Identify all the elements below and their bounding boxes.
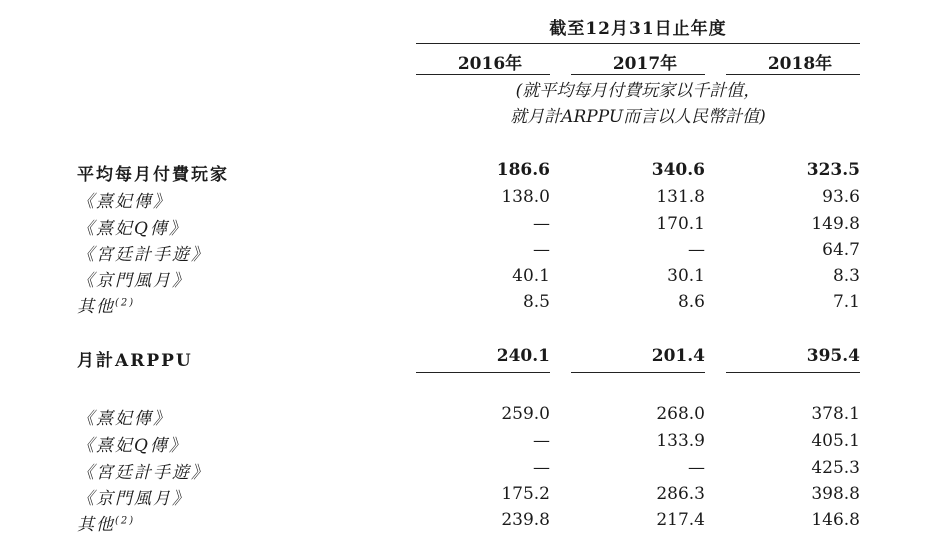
row-label: 《熹妃Q傳》 bbox=[77, 219, 188, 239]
table-row bbox=[0, 458, 944, 484]
value-2018: 146.8 bbox=[811, 510, 860, 530]
row-label: 平均每月付費玩家 bbox=[77, 165, 229, 185]
value-2016: — bbox=[533, 458, 550, 478]
table-row bbox=[0, 240, 944, 266]
table-row bbox=[0, 266, 944, 292]
value-2018: 323.5 bbox=[806, 160, 860, 180]
table-row bbox=[0, 431, 944, 457]
total-rule-2017 bbox=[571, 372, 705, 373]
total-rule-2018 bbox=[726, 372, 860, 373]
value-2018: 149.8 bbox=[811, 214, 860, 234]
table-row bbox=[0, 510, 944, 536]
value-2016: 40.1 bbox=[512, 266, 550, 286]
value-2018: 93.6 bbox=[822, 187, 860, 207]
value-2018: 395.4 bbox=[806, 346, 860, 366]
value-2016: 175.2 bbox=[501, 484, 550, 504]
value-2017: 8.6 bbox=[677, 292, 705, 312]
total-rule-2016 bbox=[416, 372, 550, 373]
period-title: 截至12月31日止年度 bbox=[549, 19, 727, 39]
row-label: 《熹妃傳》 bbox=[77, 192, 172, 212]
value-2016: — bbox=[533, 214, 550, 234]
row-label: 《熹妃傳》 bbox=[77, 409, 172, 429]
value-2016: 239.8 bbox=[501, 510, 550, 530]
row-label-text: 其他 bbox=[77, 515, 115, 535]
year-rule-2017 bbox=[571, 74, 705, 75]
value-2018: 405.1 bbox=[811, 431, 860, 451]
table-row bbox=[0, 484, 944, 510]
total-row-paying-players bbox=[0, 160, 944, 186]
row-label: 《宮廷計手遊》 bbox=[77, 463, 210, 483]
year-rule-2018 bbox=[726, 74, 860, 75]
value-2018: 64.7 bbox=[822, 240, 860, 260]
unit-note-line1: (就平均每月付費玩家以千計值， bbox=[515, 81, 761, 101]
value-2016: 259.0 bbox=[501, 404, 550, 424]
year-2018: 2018年 bbox=[767, 54, 833, 74]
year-rule-2016 bbox=[416, 74, 550, 75]
footnote-marker: (2) bbox=[115, 515, 136, 527]
row-label bbox=[77, 292, 135, 317]
value-2016: 8.5 bbox=[522, 292, 550, 312]
value-2017: 133.9 bbox=[656, 431, 705, 451]
value-2017: — bbox=[688, 458, 705, 478]
value-2016: — bbox=[533, 431, 550, 451]
value-2018: 425.3 bbox=[811, 458, 860, 478]
row-label: 《宮廷計手遊》 bbox=[77, 245, 210, 265]
value-2017: 170.1 bbox=[656, 214, 705, 234]
value-2017: 30.1 bbox=[667, 266, 705, 286]
value-2017: 286.3 bbox=[656, 484, 705, 504]
value-2017: 217.4 bbox=[656, 510, 705, 530]
header-rule bbox=[416, 43, 860, 44]
row-label: 《京門風月》 bbox=[77, 489, 191, 509]
row-label-text: 其他 bbox=[77, 297, 115, 317]
value-2018: 398.8 bbox=[811, 484, 860, 504]
row-label: 《京門風月》 bbox=[77, 271, 191, 291]
row-label: 月計ARPPU bbox=[77, 351, 193, 371]
table-row bbox=[0, 404, 944, 430]
value-2017: 268.0 bbox=[656, 404, 705, 424]
table-row bbox=[0, 187, 944, 213]
value-2016: 186.6 bbox=[496, 160, 550, 180]
value-2016: — bbox=[533, 240, 550, 260]
table-row bbox=[0, 214, 944, 240]
year-2017: 2017年 bbox=[612, 54, 678, 74]
value-2016: 240.1 bbox=[496, 346, 550, 366]
footnote-marker: (2) bbox=[115, 297, 136, 309]
value-2018: 378.1 bbox=[811, 404, 860, 424]
row-label bbox=[77, 510, 135, 535]
year-2016: 2016年 bbox=[457, 54, 523, 74]
table-row bbox=[0, 292, 944, 318]
row-label: 《熹妃Q傳》 bbox=[77, 436, 188, 456]
unit-note-line2: 就月計ARPPU而言以人民幣計值) bbox=[510, 107, 766, 127]
value-2018: 8.3 bbox=[832, 266, 860, 286]
value-2018: 7.1 bbox=[832, 292, 860, 312]
value-2016: 138.0 bbox=[501, 187, 550, 207]
value-2017: 131.8 bbox=[656, 187, 705, 207]
value-2017: 201.4 bbox=[651, 346, 705, 366]
total-row-arppu bbox=[0, 346, 944, 372]
value-2017: 340.6 bbox=[651, 160, 705, 180]
value-2017: — bbox=[688, 240, 705, 260]
